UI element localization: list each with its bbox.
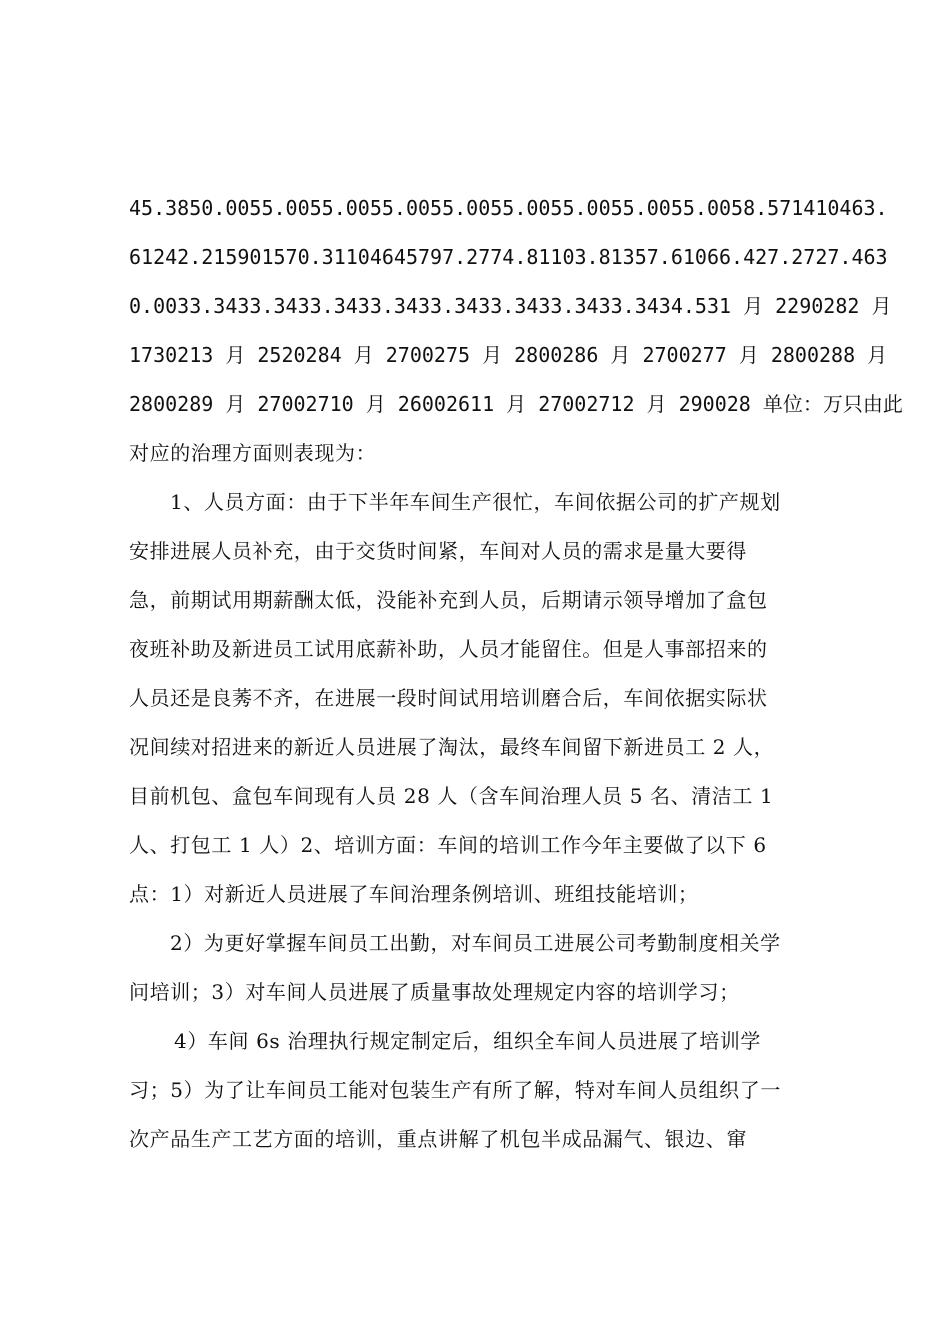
text-line-17: 问培训；3）对车间人员进展了质量事故处理规定内容的培训学习；: [129, 980, 740, 1004]
text-line-15: 点：1）对新近人员进展了车间治理条例培训、班组技能培训；: [129, 882, 699, 906]
text-line-18: 4）车间 6s 治理执行规定制定后，组织全车间人员进展了培训学: [174, 1029, 762, 1053]
text-line-2: 61242.215901570.31104645797.2774.81103.81357.61066.427.2727.463: [129, 245, 888, 269]
text-line-5: 2800289 月 27002710 月 26002611 月 27002712 月 290028 单位：万只由此: [129, 392, 903, 416]
text-line-9: 急，前期试用期薪酬太低，没能补充到人员，后期请示领导增加了盒包: [129, 588, 768, 612]
text-line-6: 对应的治理方面则表现为：: [129, 441, 377, 465]
text-line-1: 45.3850.0055.0055.0055.0055.0055.0055.0055.0055.0058.571410463.: [129, 196, 888, 220]
text-line-20: 次产品生产工艺方面的培训，重点讲解了机包半成品漏气、银边、窜: [129, 1127, 747, 1151]
text-line-3: 0.0033.3433.3433.3433.3433.3433.3433.3433.3434.531 月 2290282 月: [129, 294, 892, 318]
text-line-7: 1、人员方面：由于下半年车间生产很忙，车间依据公司的扩产规划: [170, 490, 781, 514]
text-line-16: 2）为更好掌握车间员工出勤，对车间员工进展公司考勤制度相关学: [170, 931, 781, 955]
text-line-4: 1730213 月 2520284 月 2700275 月 2800286 月 2700277 月 2800288 月: [129, 343, 888, 367]
text-line-8: 安排进展人员补充，由于交货时间紧，车间对人员的需求是量大要得: [129, 539, 747, 563]
text-line-10: 夜班补助及新进员工试用底薪补助，人员才能留住。但是人事部招来的: [129, 637, 768, 661]
text-line-12: 况间续对招进来的新近人员进展了淘汰，最终车间留下新进员工 2 人，: [129, 735, 775, 759]
text-line-13: 目前机包、盒包车间现有人员 28 人（含车间治理人员 5 名、清洁工 1: [129, 784, 774, 808]
text-line-14: 人、打包工 1 人）2、培训方面：车间的培训工作今年主要做了以下 6: [129, 833, 767, 857]
text-line-19: 习；5）为了让车间员工能对包装生产有所了解，特对车间人员组织了一: [129, 1078, 781, 1102]
text-line-11: 人员还是良莠不齐，在进展一段时间试用培训磨合后，车间依据实际状: [129, 686, 768, 710]
